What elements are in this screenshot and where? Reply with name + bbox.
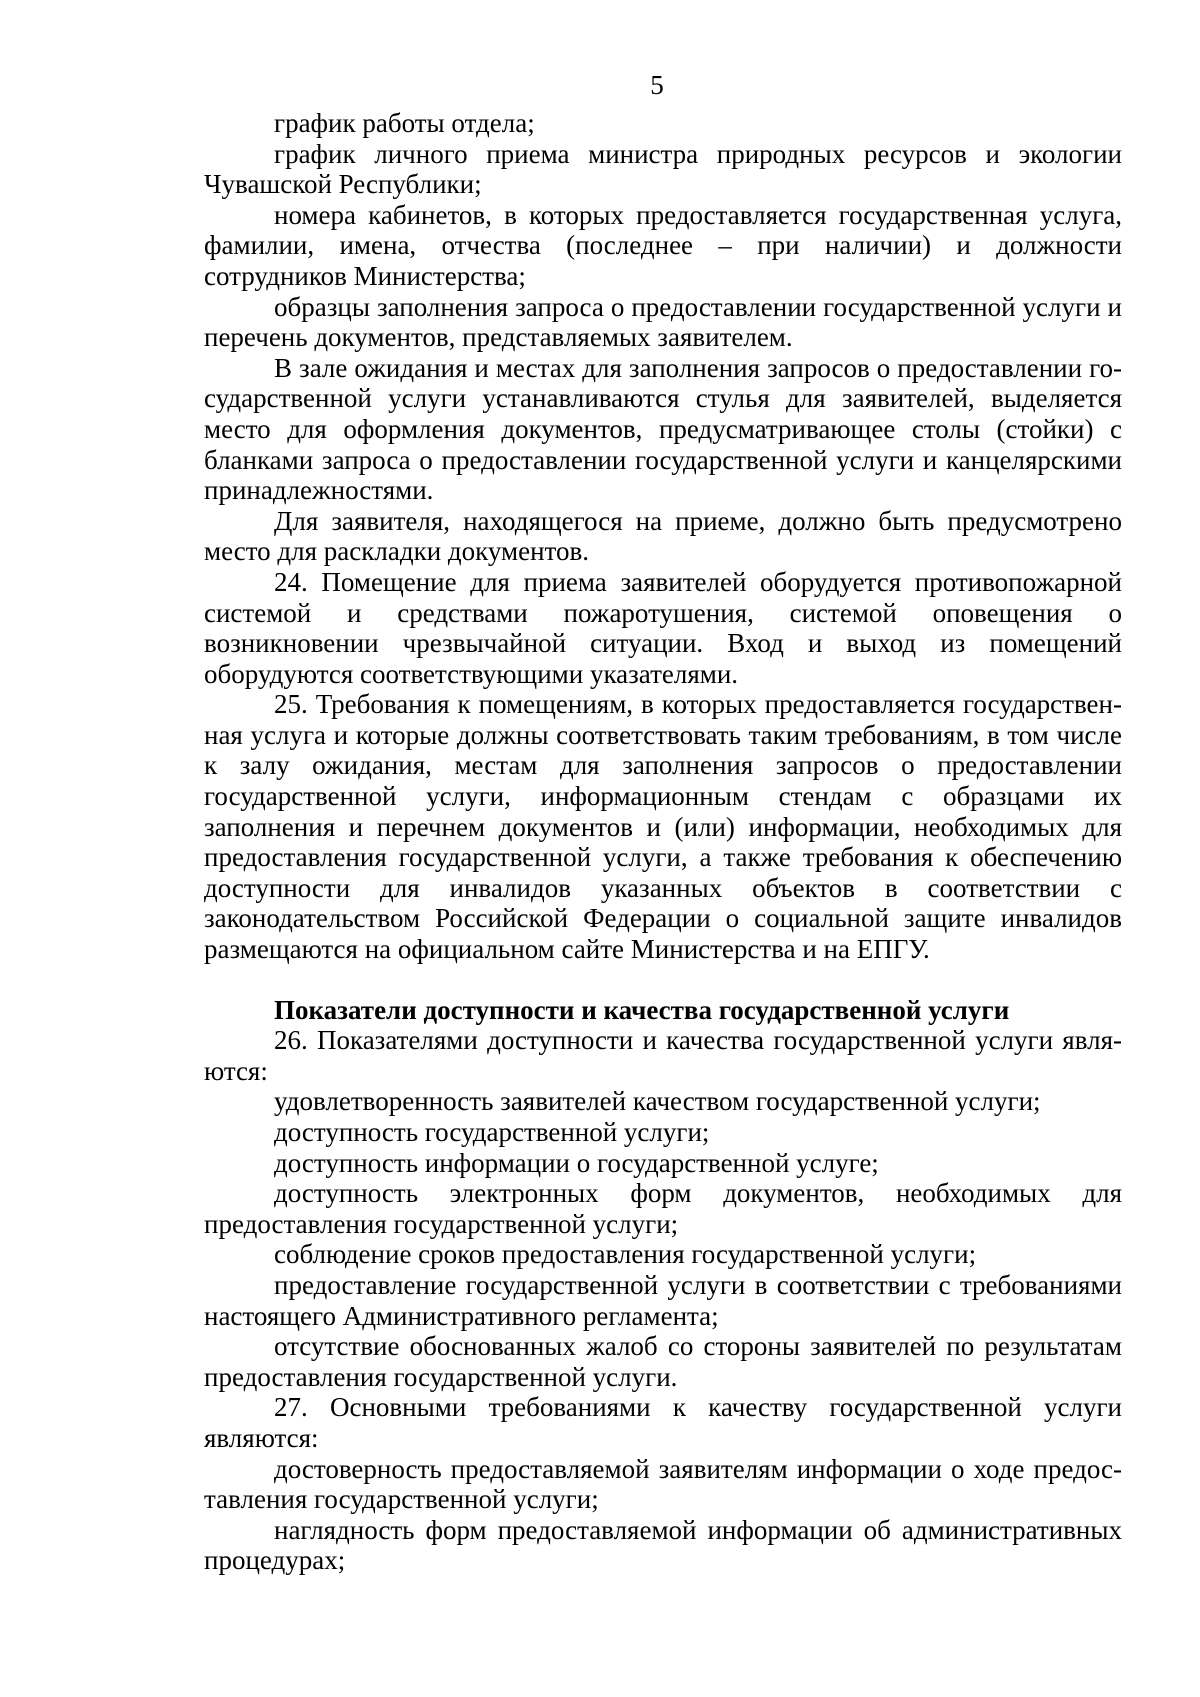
list-item: соблюдение сроков предоставления государственной услуги; [274, 1239, 977, 1270]
list-item: достоверность предоставляемой заявителям информации о ходе предоставления государственной услуги; [204, 1453, 1122, 1515]
list-item: доступность государственной услуги; [274, 1117, 710, 1147]
list-item: предоставление государственной услуги в соответствии с требованиями настоящего Административного регламента; [204, 1269, 1122, 1331]
paragraph: номера кабинетов, в которых предоставляется государственная услуга, фамилии, имена, отчества (последнее – при наличии) и должности сотрудников Министерства; [204, 199, 1122, 291]
list-item: доступность информации о государственной услуге; [274, 1147, 879, 1178]
paragraph: Для заявителя, находящегося на приеме, должно быть предусмотрено место для раскладки документов. [204, 505, 1122, 567]
paragraph: В зале ожидания и местах для заполнения запросов о предоставлении государственной услуги устанавливаются стулья для заявителей, выделяется место для оформления документов, предусматривающее столы (стойки) с бланками запроса о предоставлении государственной услуги и канцелярскими принадлежностями. [204, 352, 1122, 506]
list-item: удовлетворенность заявителей качеством государственной услуги; [274, 1086, 1041, 1117]
document-body [204, 108, 1122, 1576]
paragraph: график личного приема министра природных ресурсов и экологии Чувашской Республики; [204, 138, 1122, 200]
list-item: отсутствие обоснованных жалоб со стороны заявителей по результатам предоставления государственной услуги. [204, 1331, 1122, 1392]
list-item: доступность электронных форм документов, необходимых для предоставления государственной услуги; [204, 1178, 1122, 1239]
page-number: 5 [650, 70, 664, 100]
paragraph-item-27: 27. Основными требованиями к качеству государственной услуги являются: [204, 1392, 1122, 1453]
paragraph: график работы отдела; [274, 108, 535, 138]
paragraph: образцы заполнения запроса о предоставлении государственной услуги и перечень документов, представляемых заявителем. [204, 291, 1122, 353]
section-heading: Показатели доступности и качества государственной услуги [274, 994, 1010, 1025]
paragraph-item-24: 24. Помещение для приема заявителей оборудуется противопожарной системой и средствами пожаротушения, системой оповещения о возникновении чрезвычайной ситуации. Вход и выход из помещений оборудуются соответствующими указателями. [204, 566, 1122, 689]
paragraph-item-25: 25. Требования к помещениям, в которых предоставляется государственная услуга и которые должны соответствовать таким требованиям, в том числе к залу ожидания, местам для заполнения запросов о предоставлении государственной услуги, информационным стендам с образцами их заполнения и перечнем документов и (или) информации, необходимых для предоставления государственной услуги, а также требования к обеспечению доступности для инвалидов указанных объектов в соответствии с законодательством Российской Федерации о социальной защите инвалидов размещаются на официальном сайте Министерства и на ЕПГУ. [204, 689, 1122, 965]
list-item: наглядность форм предоставляемой информации об административных процедурах; [204, 1514, 1122, 1576]
paragraph-item-26: 26. Показателями доступности и качества государственной услуги являются: [204, 1025, 1122, 1086]
